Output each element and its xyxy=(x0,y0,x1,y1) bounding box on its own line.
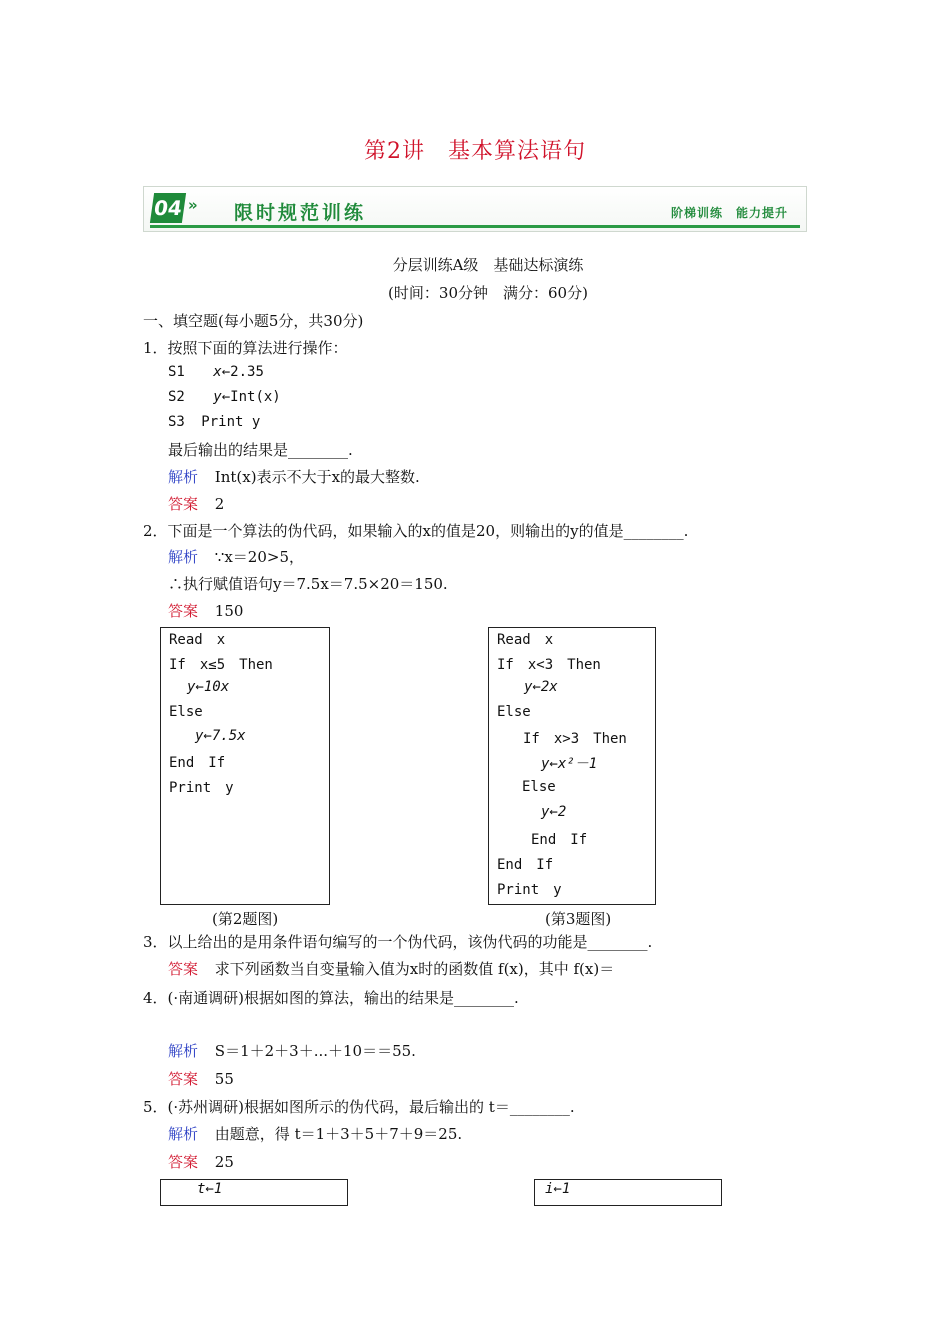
caption-q2: (第2题图) xyxy=(212,910,279,928)
step-expr: ←Int(x) xyxy=(221,389,281,405)
code-line: End If xyxy=(531,832,588,848)
q1-step-1 xyxy=(168,364,264,380)
step-var: y xyxy=(213,389,222,405)
code-line: If x>3 Then xyxy=(523,731,627,747)
q5-jiexi xyxy=(168,1123,462,1144)
banner-subtitle: 阶梯训练 能力提升 xyxy=(670,206,788,220)
code-box-q2 xyxy=(160,627,330,905)
code-line: t←1 xyxy=(197,1181,223,1197)
jiexi-label: 解析 xyxy=(168,1042,199,1060)
daan-text: 求下列函数当自变量输入值为x时的函数值 f(x)，其中 f(x)＝ xyxy=(214,960,615,978)
code-line: y←2 xyxy=(541,804,567,820)
jiexi-label: 解析 xyxy=(168,548,199,566)
code-line: End If xyxy=(497,857,554,873)
q2-answer xyxy=(168,600,243,621)
code-line: y←10x xyxy=(187,679,230,695)
q4-stem: 4．(·南通调研)根据如图的算法，输出的结果是________. xyxy=(143,989,519,1007)
step-label: S1 xyxy=(168,364,185,380)
daan-label: 答案 xyxy=(168,1153,199,1171)
step-expr: ←2.35 xyxy=(221,364,264,380)
jiexi-text: ∵x＝20>5， xyxy=(214,548,304,566)
code-line: Else xyxy=(169,704,203,720)
step-expr: Print y xyxy=(201,414,261,430)
q3-stem: 3．以上给出的是用条件语句编写的一个伪代码，该伪代码的功能是________. xyxy=(143,933,653,951)
step-var: x xyxy=(213,364,222,380)
jiexi-label: 解析 xyxy=(168,468,199,486)
caption-q3: (第3题图) xyxy=(545,910,612,928)
daan-label: 答案 xyxy=(168,602,199,620)
code-line: i←1 xyxy=(545,1181,571,1197)
jiexi-text: Int(x)表示不大于x的最大整数. xyxy=(214,468,420,486)
daan-text: 150 xyxy=(214,602,244,620)
chevron-icon: » xyxy=(188,196,198,214)
code-line: If x≤5 Then xyxy=(169,657,273,673)
daan-label: 答案 xyxy=(168,1070,199,1088)
page-title: 第2讲 基本算法语句 xyxy=(364,139,586,164)
code-box-q3 xyxy=(488,627,656,905)
code-line: y←2x xyxy=(524,679,558,695)
banner-underline xyxy=(150,225,800,228)
q1-stem: 1．按照下面的算法进行操作： xyxy=(143,339,348,357)
daan-text: 2 xyxy=(214,495,225,513)
time-note: (时间：30分钟 满分：60分) xyxy=(388,284,588,302)
banner-title: 限时规范训练 xyxy=(234,202,367,224)
jiexi-label: 解析 xyxy=(168,1125,199,1143)
part1-heading: 一、填空题(每小题5分，共30分) xyxy=(143,312,364,330)
daan-text: 25 xyxy=(214,1153,234,1171)
code-line: Else xyxy=(522,779,556,795)
step-label: S2 xyxy=(168,389,185,405)
code-line: y←7.5x xyxy=(195,728,246,744)
q4-jiexi xyxy=(168,1040,416,1061)
daan-label: 答案 xyxy=(168,960,199,978)
code-line: Print y xyxy=(169,780,234,796)
step-label: S3 xyxy=(168,414,185,430)
code-line: Print y xyxy=(497,882,562,898)
code-line: y←x²－1 xyxy=(541,756,598,772)
banner-number: 04 xyxy=(150,193,186,223)
q2-jiexi xyxy=(168,546,304,567)
q3-answer xyxy=(168,958,614,979)
code-box-right xyxy=(534,1179,722,1206)
q1-jiexi xyxy=(168,466,420,487)
q1-step-2 xyxy=(168,389,281,405)
code-line: If x<3 Then xyxy=(497,657,601,673)
jiexi-text: S＝1＋2＋3＋...＋10＝＝55. xyxy=(214,1042,416,1060)
q1-ask: 最后输出的结果是________. xyxy=(168,441,353,459)
q5-stem: 5．(·苏州调研)根据如图所示的伪代码，最后输出的 t＝________. xyxy=(143,1098,575,1116)
jiexi-text: 由题意，得 t＝1＋3＋5＋7＋9＝25. xyxy=(214,1125,463,1143)
code-line: End If xyxy=(169,755,226,771)
code-line: Else xyxy=(497,704,531,720)
code-box-left xyxy=(160,1179,348,1206)
daan-label: 答案 xyxy=(168,495,199,513)
q2-stem: 2．下面是一个算法的伪代码，如果输入的x的值是20，则输出的y的值是________. xyxy=(143,522,689,540)
daan-text: 55 xyxy=(214,1070,234,1088)
q1-step-3 xyxy=(168,414,260,430)
section-banner xyxy=(143,186,807,232)
q4-answer xyxy=(168,1068,234,1089)
q1-answer xyxy=(168,493,224,514)
code-line: Read x xyxy=(497,632,554,648)
q2-jiexi-2: ∴执行赋值语句y＝7.5x＝7.5×20＝150. xyxy=(168,575,448,593)
section-heading: 分层训练A级 基础达标演练 xyxy=(392,256,584,274)
q5-answer xyxy=(168,1151,234,1172)
code-line: Read x xyxy=(169,632,226,648)
